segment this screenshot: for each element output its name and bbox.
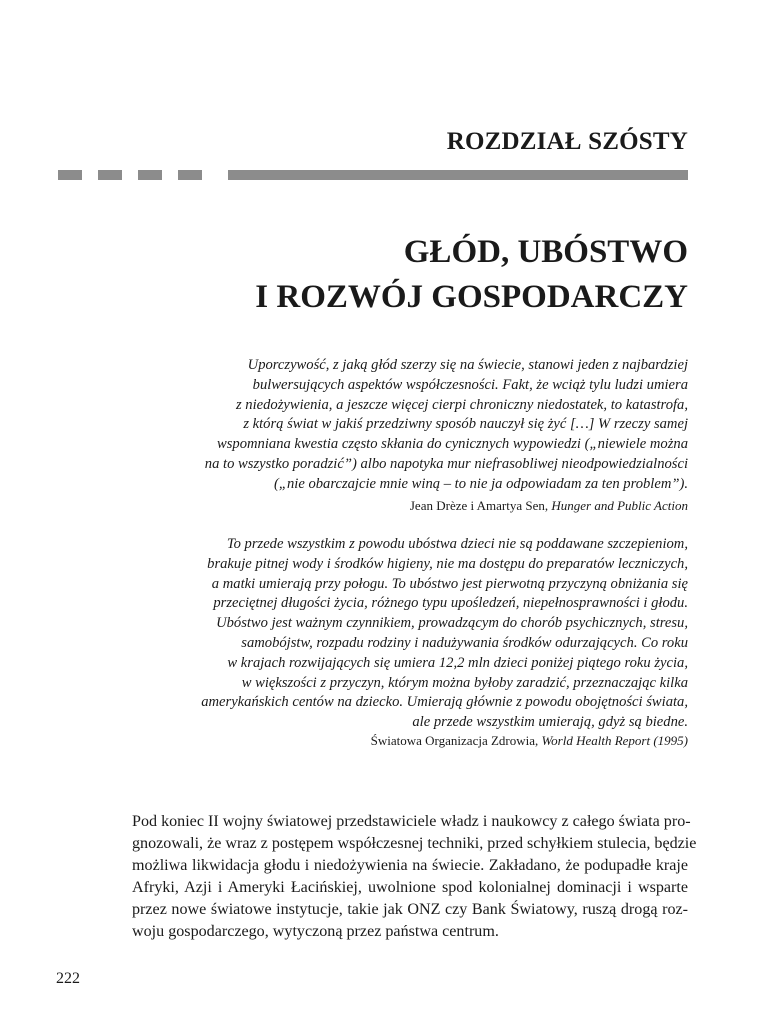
- epigraph-line: przeciętnej długości życia, różnego typu upośledzeń, niepełnosprawności i głodu.: [213, 595, 688, 612]
- chapter-title-line: I ROZWÓJ GOSPODARCZY: [255, 279, 688, 315]
- epigraph-line: na to wszystko poradzić”) albo napotyka mur niefrasobliwej nieodpowiedzialności: [204, 455, 688, 472]
- page-number: 222: [56, 970, 80, 987]
- epigraph-line: z którą świat w jakiś przedziwny sposób nauczył się żyć […] W rzeczy samej: [243, 416, 688, 433]
- divider-dash: [138, 170, 162, 180]
- attribution-author: Światowa Organizacja Zdrowia,: [370, 733, 542, 748]
- epigraph-line: a matki umierają przy połogu. To ubóstwo jest pierwotną przyczyną obniżania się: [211, 575, 688, 592]
- divider-dash: [98, 170, 122, 180]
- body-line: Pod koniec II wojny światowej przedstawiciele władz i naukowcy z całego świata pro-: [132, 813, 691, 830]
- body-line: możliwa likwidacja głodu i niedożywienia na świecie. Zakładano, że podupadłe kraje: [132, 857, 688, 874]
- epigraph-line: amerykańskich centów na dziecko. Umierają głównie z powodu obojętności świata,: [201, 694, 688, 711]
- epigraph-2-attribution: [371, 733, 688, 749]
- attribution-author: Jean Drèze i Amartya Sen,: [409, 498, 552, 513]
- divider-dash: [178, 170, 202, 180]
- epigraph-2: [168, 535, 688, 733]
- divider-rule: [228, 170, 688, 180]
- attribution-work: Hunger and Public Action: [551, 498, 688, 513]
- body-paragraph: [132, 811, 697, 943]
- epigraph-line: z niedożywienia, a jeszcze więcej cierpi chroniczny niedostatek, to katastrofa,: [235, 396, 688, 413]
- divider-dash: [58, 170, 82, 180]
- epigraph-line: w większości z przyczyn, którym można byłoby zaradzić, przeznaczając kilka: [241, 674, 688, 691]
- body-line: Afryki, Azji i Ameryki Łacińskiej, uwolnione spod kolonialnej dominacji i wsparte: [132, 879, 688, 896]
- attribution-work: World Health Report (1995): [541, 733, 688, 748]
- body-line: woju gospodarczego, wytyczoną przez państwa centrum.: [132, 923, 499, 940]
- chapter-title: [255, 230, 688, 320]
- epigraph-line: ale przede wszystkim umierają, gdyż są biedne.: [412, 714, 688, 731]
- epigraph-line: Ubóstwo jest ważnym czynnikiem, prowadzącym do chorób psychicznych, stresu,: [216, 615, 688, 632]
- body-line: gnozowali, że wraz z postępem współczesnej techniki, przed schyłkiem stulecia, będzie: [132, 835, 697, 852]
- epigraph-line: To przede wszystkim z powodu ubóstwa dzieci nie są poddawane szczepieniom,: [226, 536, 688, 552]
- epigraph-line: samobójstw, rozpadu rodziny i nadużywania środków odurzających. Co roku: [241, 634, 688, 651]
- chapter-title-line: GŁÓD, UBÓSTWO: [403, 234, 688, 270]
- epigraph-1: [168, 356, 688, 495]
- chapter-label: ROZDZIAŁ SZÓSTY: [446, 128, 688, 155]
- epigraph-line: bulwersujących aspektów współczesności. Fakt, że wciąż tylu ludzi umiera: [252, 376, 688, 393]
- epigraph-line: wspomniana kwestia często skłania do cynicznych wypowiedzi („niewiele można: [217, 436, 688, 453]
- epigraph-line: Uporczywość, z jaką głód szerzy się na świecie, stanowi jeden z najbardziej: [247, 357, 688, 373]
- body-line: przez nowe światowe instytucje, takie jak ONZ czy Bank Światowy, ruszą drogą roz-: [132, 901, 688, 918]
- epigraph-line: („nie obarczajcie mnie winą – to nie ja odpowiadam za ten problem”).: [274, 475, 688, 492]
- epigraph-line: brakuje pitnej wody i środków higieny, nie ma dostępu do preparatów leczniczych,: [207, 555, 688, 572]
- epigraph-1-attribution: [410, 498, 688, 514]
- epigraph-line: w krajach rozwijających się umiera 12,2 mln dzieci poniżej piątego roku życia,: [227, 654, 688, 671]
